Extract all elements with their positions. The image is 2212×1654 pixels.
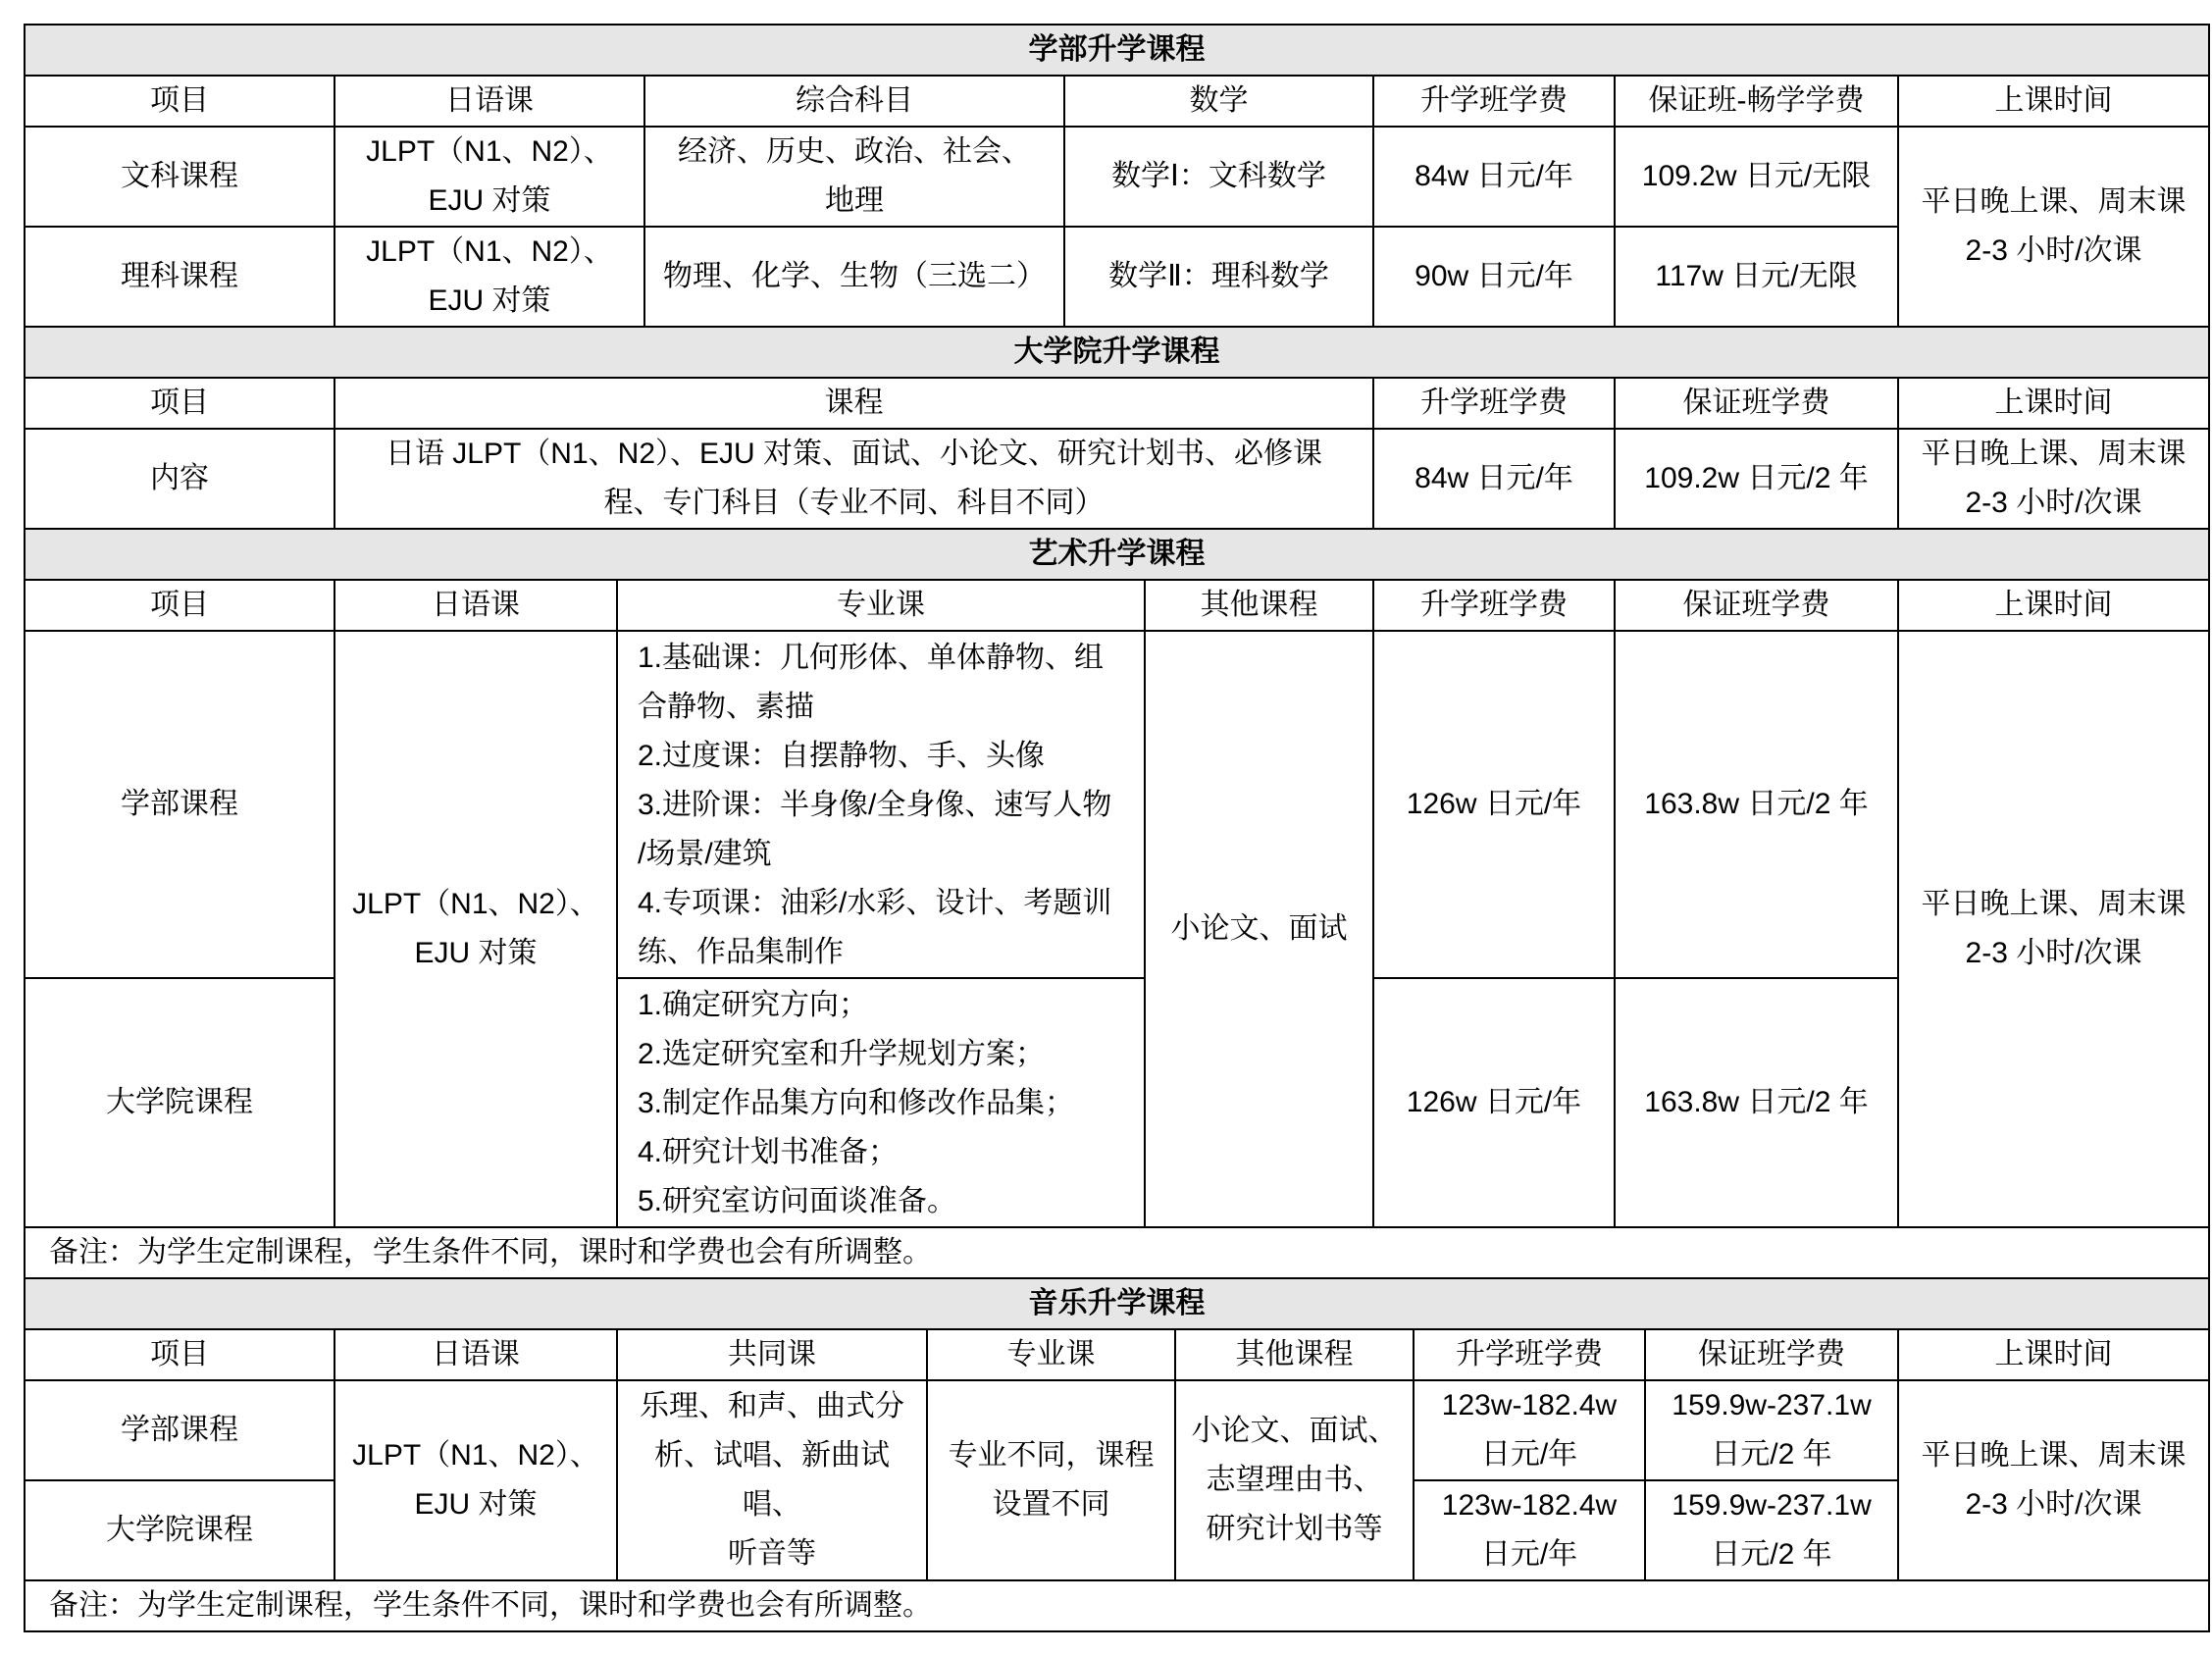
note-text: 备注：为学生定制课程，学生条件不同，课时和学费也会有所调整。 [25, 1580, 2209, 1631]
major-course-cell: 1.基础课：几何形体、单体静物、组 合静物、素描 2.过度课：自摆静物、手、头像 3.进阶课：半身像/全身像、速写人物 /场景/建筑 4.专项课：油彩/水彩、设计、考题训 练、作品集制作 [617, 631, 1145, 978]
column-header: 日语课 [334, 580, 617, 631]
prep-fee-cell: 123w-182.4w 日元/年 [1414, 1480, 1645, 1580]
section-title: 大学院升学课程 [25, 327, 2209, 378]
course-cell: 日语 JLPT（N1、N2）、EJU 对策、面试、小论文、研究计划书、必修课 程、专门科目（专业不同、科目不同） [334, 429, 1373, 529]
major-course-cell: 专业不同，课程 设置不同 [927, 1380, 1175, 1580]
column-header: 项目 [25, 580, 334, 631]
other-course-cell: 小论文、面试 [1145, 631, 1373, 1227]
column-header: 数学 [1064, 76, 1373, 127]
schedule-cell: 平日晚上课、周末课 2-3 小时/次课 [1898, 631, 2209, 1227]
art-table [24, 528, 2210, 1279]
column-header: 上课时间 [1898, 76, 2209, 127]
column-header: 其他课程 [1175, 1329, 1414, 1380]
schedule-cell: 平日晚上课、周末课 2-3 小时/次课 [1898, 1380, 2209, 1580]
item-cell: 学部课程 [25, 631, 334, 978]
prep-fee-cell: 84w 日元/年 [1373, 127, 1615, 227]
graduate-table [24, 326, 2210, 530]
column-header: 保证班学费 [1615, 378, 1898, 429]
guarantee-fee-cell: 109.2w 日元/2 年 [1615, 429, 1898, 529]
schedule-cell: 平日晚上课、周末课 2-3 小时/次课 [1898, 127, 2209, 327]
column-header: 其他课程 [1145, 580, 1373, 631]
japanese-course-cell: JLPT（N1、N2）、 EJU 对策 [334, 1380, 617, 1580]
major-course-cell: 1.确定研究方向； 2.选定研究室和升学规划方案； 3.制定作品集方向和修改作品集； 4.研究计划书准备； 5.研究室访问面谈准备。 [617, 978, 1145, 1227]
table-row [25, 227, 2209, 327]
guarantee-fee-cell: 163.8w 日元/2 年 [1615, 631, 1898, 978]
math-cell: 数学Ⅰ：文科数学 [1064, 127, 1373, 227]
column-header: 日语课 [334, 76, 644, 127]
column-header: 上课时间 [1898, 580, 2209, 631]
course-fee-document [24, 24, 2208, 1632]
guarantee-fee-cell: 109.2w 日元/无限 [1615, 127, 1898, 227]
column-header: 上课时间 [1898, 378, 2209, 429]
prep-fee-cell: 126w 日元/年 [1373, 631, 1615, 978]
column-header: 日语课 [334, 1329, 617, 1380]
column-header: 项目 [25, 76, 334, 127]
item-cell: 大学院课程 [25, 1480, 334, 1580]
guarantee-fee-cell: 159.9w-237.1w 日元/2 年 [1645, 1380, 1898, 1480]
table-row [25, 631, 2209, 978]
prep-fee-cell: 90w 日元/年 [1373, 227, 1615, 327]
column-header: 上课时间 [1898, 1329, 2209, 1380]
table-row [25, 127, 2209, 227]
guarantee-fee-cell: 159.9w-237.1w 日元/2 年 [1645, 1480, 1898, 1580]
column-header: 升学班学费 [1414, 1329, 1645, 1380]
item-cell: 学部课程 [25, 1380, 334, 1480]
table-row [25, 429, 2209, 529]
column-header: 课程 [334, 378, 1373, 429]
undergrad-table [24, 24, 2210, 328]
guarantee-fee-cell: 163.8w 日元/2 年 [1615, 978, 1898, 1227]
column-header: 共同课 [617, 1329, 927, 1380]
japanese-course-cell: JLPT（N1、N2）、 EJU 对策 [334, 127, 644, 227]
column-header: 项目 [25, 378, 334, 429]
general-subjects-cell: 经济、历史、政治、社会、 地理 [644, 127, 1064, 227]
guarantee-fee-cell: 117w 日元/无限 [1615, 227, 1898, 327]
section-title: 学部升学课程 [25, 25, 2209, 76]
common-course-cell: 乐理、和声、曲式分 析、试唱、新曲试唱、 听音等 [617, 1380, 927, 1580]
prep-fee-cell: 123w-182.4w 日元/年 [1414, 1380, 1645, 1480]
column-header: 专业课 [927, 1329, 1175, 1380]
column-header: 保证班学费 [1615, 580, 1898, 631]
music-table [24, 1277, 2210, 1632]
column-header: 升学班学费 [1373, 378, 1615, 429]
item-cell: 大学院课程 [25, 978, 334, 1227]
column-header: 升学班学费 [1373, 580, 1615, 631]
item-cell: 内容 [25, 429, 334, 529]
other-course-cell: 小论文、面试、 志望理由书、 研究计划书等 [1175, 1380, 1414, 1580]
column-header: 保证班学费 [1645, 1329, 1898, 1380]
section-title: 音乐升学课程 [25, 1278, 2209, 1329]
section-title: 艺术升学课程 [25, 529, 2209, 580]
japanese-course-cell: JLPT（N1、N2）、 EJU 对策 [334, 227, 644, 327]
item-cell: 文科课程 [25, 127, 334, 227]
column-header: 保证班-畅学学费 [1615, 76, 1898, 127]
item-cell: 理科课程 [25, 227, 334, 327]
column-header: 项目 [25, 1329, 334, 1380]
math-cell: 数学Ⅱ：理科数学 [1064, 227, 1373, 327]
note-text: 备注：为学生定制课程，学生条件不同，课时和学费也会有所调整。 [25, 1227, 2209, 1278]
japanese-course-cell: JLPT（N1、N2）、 EJU 对策 [334, 631, 617, 1227]
prep-fee-cell: 126w 日元/年 [1373, 978, 1615, 1227]
column-header: 升学班学费 [1373, 76, 1615, 127]
table-row [25, 1380, 2209, 1480]
schedule-cell: 平日晚上课、周末课 2-3 小时/次课 [1898, 429, 2209, 529]
prep-fee-cell: 84w 日元/年 [1373, 429, 1615, 529]
column-header: 综合科目 [644, 76, 1064, 127]
general-subjects-cell: 物理、化学、生物（三选二） [644, 227, 1064, 327]
column-header: 专业课 [617, 580, 1145, 631]
